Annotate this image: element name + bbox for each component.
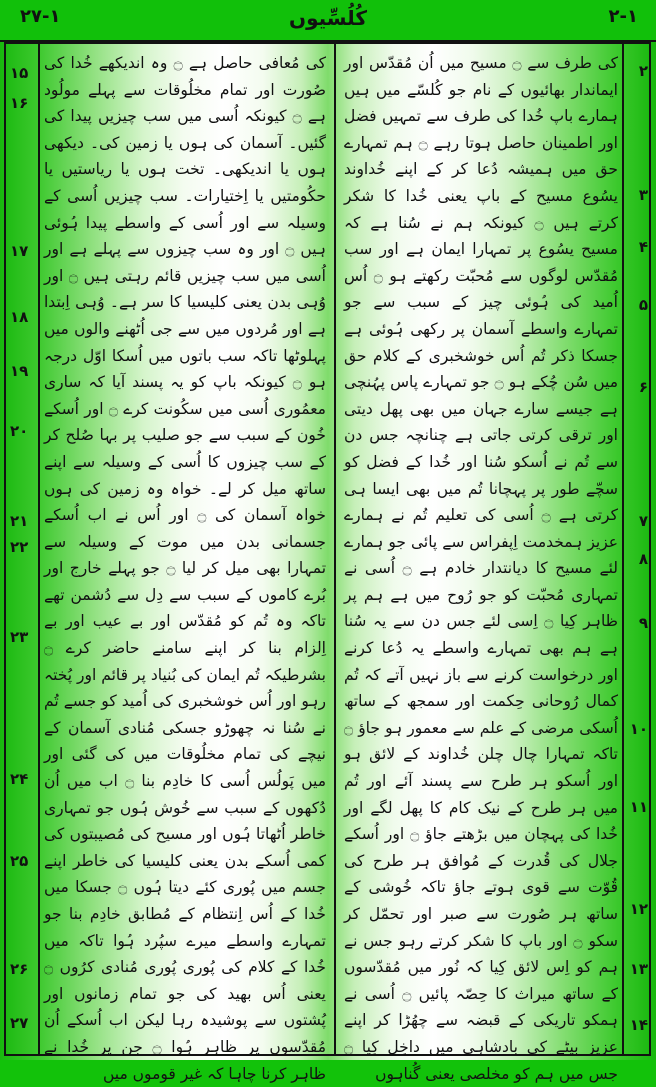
- verse-number: ۲۱: [10, 512, 29, 530]
- verse-number: ۲۵: [10, 852, 29, 870]
- header-right-verse-range: ۲-۱: [608, 6, 638, 27]
- header-left-verse-range: ۲۷-۱: [20, 6, 61, 27]
- verse-number: ۲: [638, 62, 648, 80]
- verse-number: ۲۷: [10, 1014, 29, 1032]
- right-text-column: کی طرف سے ۝ مسیح میں اُن مُقدّس اور ایماندار بھائیوں کے نام جو کُلسّے میں ہیں ہمارے باپ خُدا کی طرف سے تمہیں فضل اور اطمینان حاصل ہوتا رہے ۝ ہم تمہارے حق میں ہمیشہ دُعا کر کے اپنے خُداوند یسُوع مسیح کے باپ یعنی خُدا کا شکر کرتے ہیں ۝ کیونکہ ہم نے سُنا ہے کہ مسیح یسُوع پر تمہارا ایمان ہے اور سب مُقدّس لوگوں سے مُحبّت رکھتے ہو ۝ اُس اُمید کی ہُوئی چیز کے سبب سے جو تمہارے واسطے آسمان پر رکھی ہُوئی ہے جسکا ذکر تُم اُس خوشخبری کے کلام حق میں سُن چُکے ہو ۝ جو تمہارے پاس پہُنچی ہے جیسے سارے جہان میں بھی پھل دیتی اور ترقی کرتی جاتی ہے چنانچہ جس دن سے تُم نے اُسکو سُنا اور خُدا کے فضل کو سچّے طور پر پہچانا تُم میں بھی ایسا ہی کرتی ہے ۝ اُسی کی تعلیم تُم نے ہمارے عزیز ہمخدمت اِپفراس سے پائی جو ہمارے لئے مسیح کا دیانتدار خادم ہے ۝ اُسی نے تمہاری مُحبّت کو جو رُوح میں ہے ہم پر ظاہر کِیا ۝ اِسی لئے جس دن سے یہ سُنا ہے ہم بھی تمہارے واسطے یہ دُعا کرنے اور درخواست کرنے سے باز نہیں آتے کہ تُم کمال رُوحانی حِکمت اور سمجھ کے ساتھ اُسکی مرضی کے علم سے معمور ہو جاؤ ۝ تاکہ تمہارا چال چلن خُداوند کے لائق ہو اور اُسکو ہر طرح سے پسند آئے اور تُم میں ہر طرح کے نیک کام کا پھل لگے اور خُدا کی پہچان میں بڑھتے جاؤ ۝ اور اُسکے جلال کی قُدرت کے مُوافق ہر طرح کی قُوّت سے قوی ہوتے جاؤ تاکہ خُوشی کے ساتھ ہر صُورت سے صبر اور تحمّل کر سکو ۝ اور باپ کا شکر کرتے رہو جس نے ہم کو اِس لائق کِیا کہ نُور میں مُقدّسوں کے ساتھ میراث کا حِصّہ پائیں ۝ اُسی نے ہمکو تاریکی کے قبضہ سے چھُڑا کر اپنے عزیز بیٹے کی بادشاہی میں داخِل کِیا ۝ جس میں ہم کو مخلصی یعنی گُناہوں: [344, 54, 618, 1083]
- verse-number: ۱۸: [10, 308, 29, 326]
- verse-number: ۴: [638, 238, 648, 256]
- left-text-column: کی مُعافی حاصل ہے ۝ وہ اندیکھے خُدا کی صُورت اور تمام مخلُوقات سے پہلے مولُود ہے ۝ کیونکہ اُسی میں سب چیزیں پیدا کی گئیں۔ آسمان کی ہوں یا زمین کی۔ دیکھی ہوں یا اندیکھی۔ تخت ہوں یا ریاستیں یا حکُومتیں یا اِختیارات۔ سب چیزیں اُسی کے وسیلہ سے اور اُسی کے واسطے پیدا ہُوئی ہیں ۝ اور وہ سب چیزوں سے پہلے ہے اور اُسی میں سب چیزیں قائم رہتی ہیں ۝ اور وُہی بدن یعنی کلیسیا کا سر ہے۔ وُہی اِبتدا ہے اور مُردوں میں سے جی اُٹھنے والوں میں پہلوٹھا تاکہ سب باتوں میں اُسکا اوّل درجہ ہو ۝ کیونکہ باپ کو یہ پسند آیا کہ ساری معمُوری اُسی میں سکُونت کرے ۝ اور اُسکے خُون کے سبب سے جو صلیب پر بہا صُلح کر کے سب چیزوں کا اُسی کے وسیلہ سے اپنے ساتھ میل کر لے۔ خواہ وہ زمین کی ہوں خواہ آسمان کی ۝ اور اُس نے اب اُسکے جسمانی بدن میں موت کے وسیلہ سے تمہارا بھی میل کر لیا ۝ جو پہلے خارج اور بُرے کاموں کے سبب سے دِل سے دُشمن تھے تاکہ وہ تُم کو مُقدّس اور بے عیب اور بے اِلزام بنا کر اپنے سامنے حاضر کرے ۝ بشرطیکہ تُم ایمان کی بُنیاد پر قائم اور پُختہ رہو اور اُس خوشخبری کی اُمید کو جسے تُم نے سُنا نہ چھوڑو جسکی مُنادی آسمان کے نیچے کی تمام مخلُوقات میں کی گئی اور میں پَولُس اُسی کا خادِم بنا ۝ اب میں اُن دُکھوں کے سبب سے خُوش ہُوں جو تمہاری خاطر اُٹھاتا ہُوں اور مسیح کی مُصیبتوں کی کمی اُسکے بدن یعنی کلیسیا کی خاطر اپنے جسم میں پُوری کئے دیتا ہُوں ۝ جسکا میں خُدا کے اُس اِنتظام کے مُطابق خادِم بنا جو تمہارے واسطے میرے سپُرد ہُوا تاکہ میں خُدا کے کلام کی پُوری پُوری مُنادی کرُوں ۝ یعنی اُس بھید کی جو تمام زمانوں اور پُشتوں سے پوشیدہ رہا لیکن اب اُسکے اُن مُقدّسوں پر ظاہر ہُوا ۝ جن پر خُدا نے ظاہر کرنا چاہا کہ غیر قوموں میں: [44, 54, 327, 1083]
- verse-number: ۶: [638, 378, 648, 396]
- verse-number: ۷: [638, 512, 648, 530]
- verse-number: ۲۲: [10, 538, 29, 556]
- verse-number: ۵: [638, 296, 648, 314]
- verse-number: ۱۴: [629, 1016, 648, 1034]
- verse-number: ۲۴: [10, 770, 29, 788]
- page-title: کُلُسِّیوں: [289, 6, 367, 30]
- verse-number: ۲۰: [10, 422, 29, 440]
- verse-number: ۲۶: [10, 960, 29, 978]
- verse-number: ۱۳: [629, 960, 648, 978]
- verse-number: ۱۰: [629, 720, 648, 738]
- verse-number: ۲۳: [10, 628, 29, 646]
- verse-number: ۱۹: [10, 362, 29, 380]
- verse-number: ۱۷: [10, 242, 29, 260]
- verse-number: ۸: [638, 550, 648, 568]
- verse-number: ۱۱: [629, 798, 648, 816]
- verse-number: ۱۶: [10, 94, 29, 112]
- verse-number: ۳: [638, 186, 648, 204]
- verse-number: ۹: [638, 614, 648, 632]
- verse-number: ۱۵: [10, 64, 29, 82]
- verse-number: ۱۲: [629, 900, 648, 918]
